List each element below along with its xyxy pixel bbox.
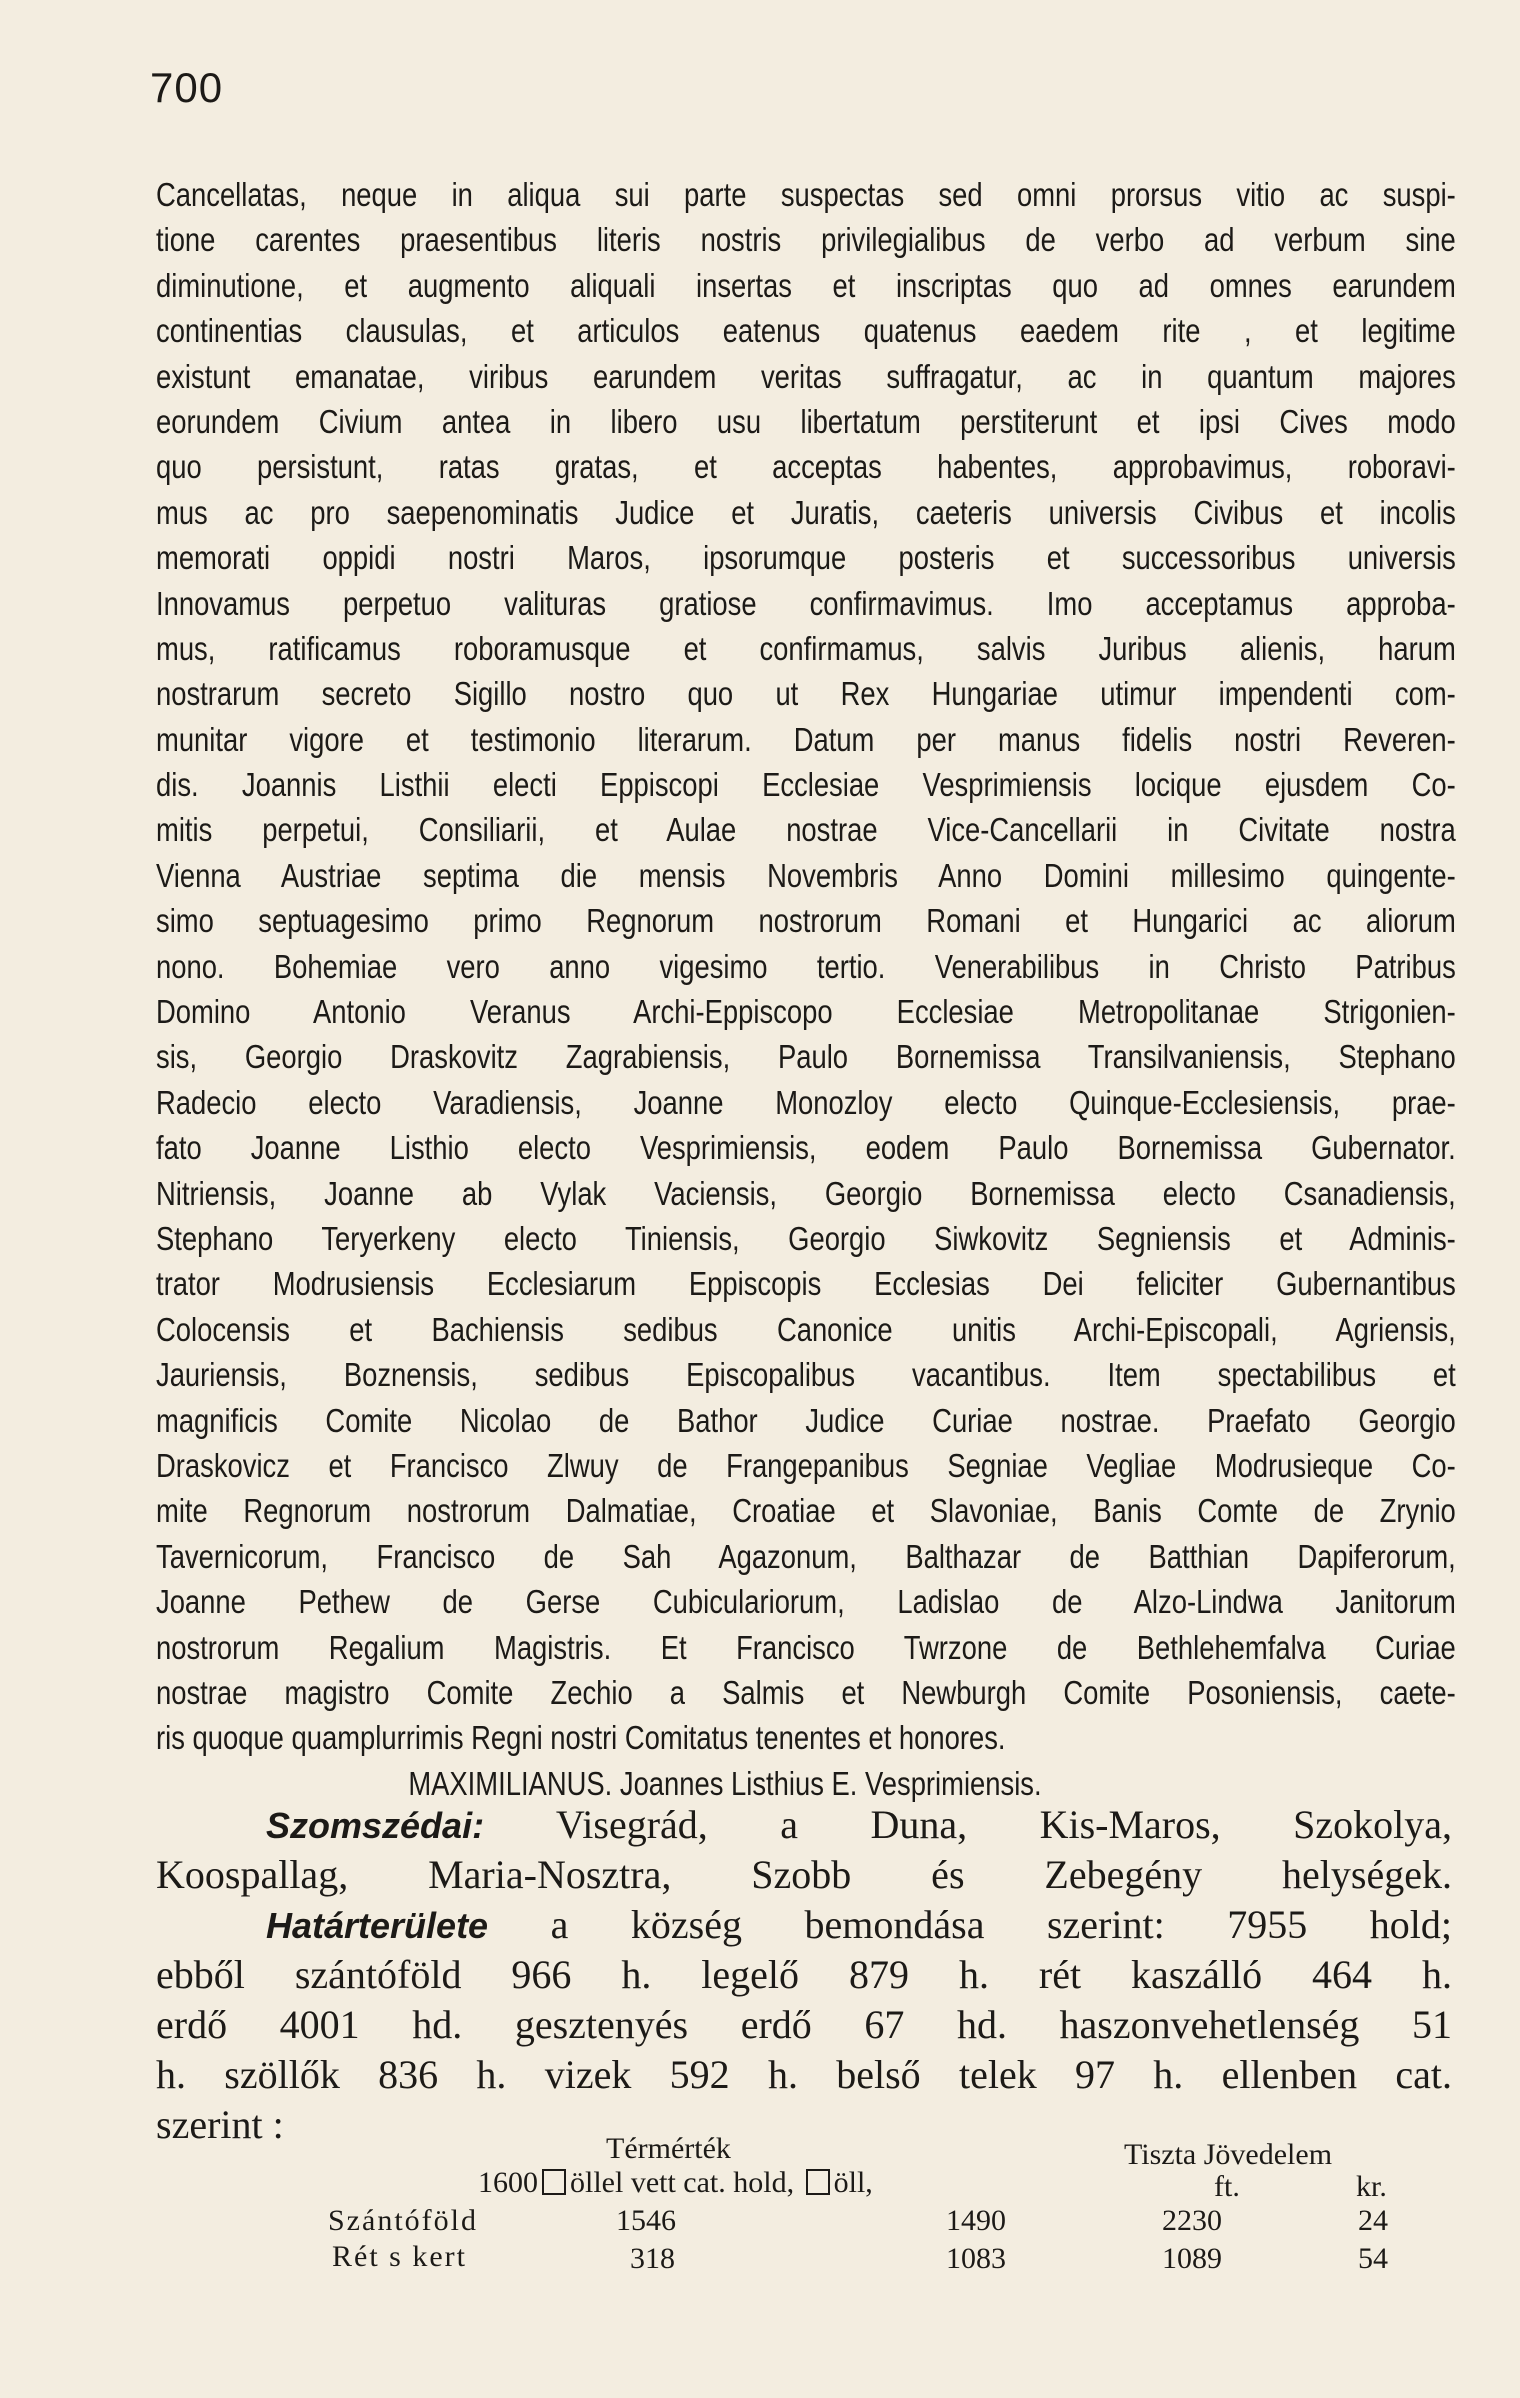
text-line: nostrarum secreto Sigillo nostro quo ut Rex Hungariae utimur impendenti com- — [156, 675, 1456, 713]
text-line: eorundem Civium antea in libero usu libertatum perstiterunt et ipsi Cives modo — [156, 402, 1456, 440]
text-line: Stephano Teryerkeny electo Tiniensis, Georgio Siwkovitz Segniensis et Adminis- — [156, 1219, 1456, 1257]
row-name: Szántóföld — [328, 2204, 478, 2237]
text-line: simo septuagesimo primo Regnorum nostrorum Romani et Hungarici ac aliorum — [156, 902, 1456, 940]
territory-line-3: erdő 4001 hd. gesztenyés erdő 67 hd. haszonvehetlenség 51 — [156, 2002, 1452, 2047]
territory-line-4: h. szöllők 836 h. vizek 592 h. belső telek 97 h. ellenben cat. — [156, 2052, 1452, 2097]
charter-text — [156, 172, 1456, 1806]
text-line: munitar vigore et testimonio literarum. Datum per manus fidelis nostri Reveren- — [156, 720, 1456, 758]
cell-hold: 318 — [630, 2242, 675, 2275]
text-line: ris quoque quamplurrimis Regni nostri Comitatus tenentes et honores. — [156, 1719, 1006, 1757]
text-line: Domino Antonio Veranus Archi-Eppiscopo Ecclesiae Metropolitanae Strigonien- — [156, 993, 1456, 1031]
cell-kr: 24 — [1358, 2204, 1388, 2237]
text-line: Cancellatas, neque in aliqua sui parte suspectas sed omni prorsus vitio ac suspi- — [156, 176, 1456, 213]
text-line: Jauriensis, Boznensis, sedibus Episcopalibus vacantibus. Item spectabilibus et — [156, 1356, 1456, 1394]
neighbors-text: Visegrád, a Duna, Kis-Maros, Szokolya, — [555, 1802, 1452, 1847]
text-line: nostrorum Regalium Magistris. Et Francisco Twrzone de Bethlehemfalva Curiae — [156, 1628, 1456, 1666]
text-line: memorati oppidi nostri Maros, ipsorumque posteris et successoribus universis — [156, 539, 1456, 577]
text-line: Joanne Pethew de Gerse Cubiculariorum, Ladislao de Alzo-Lindwa Janitorum — [156, 1583, 1456, 1621]
territory-line-5: szerint : — [156, 2102, 284, 2147]
territory-text: a község bemondása szerint: 7955 hold; — [550, 1902, 1452, 1947]
territory-line-2: ebből szántóföld 966 h. legelő 879 h. rét kaszálló 464 h. — [156, 1952, 1452, 1997]
text-line: existunt emanatae, viribus earundem veritas suffragatur, ac in quantum majores — [156, 357, 1456, 395]
text-line: nostrae magistro Comite Zechio a Salmis et Newburgh Comite Posoniensis, caete- — [156, 1673, 1456, 1711]
village-description — [156, 1800, 1452, 2150]
cell-ft: 2230 — [1162, 2204, 1222, 2237]
cell-oll: 1083 — [946, 2242, 1006, 2275]
column-header-tiszta-jovedelem: Tiszta Jövedelem — [1124, 2138, 1333, 2171]
square-icon — [806, 2169, 830, 2195]
text-line: mus, ratificamus roboramusque et confirmamus, salvis Juribus alienis, harum — [156, 629, 1456, 667]
unit-text-hold: öllel vett cat. hold, — [570, 2166, 795, 2199]
text-line: continentias clausulas, et articulos eatenus quatenus eaedem rite , et legitime — [156, 312, 1456, 350]
text-line: Nitriensis, Joanne ab Vylak Vaciensis, Georgio Bornemissa electo Csanadiensis, — [156, 1174, 1456, 1212]
text-line: nono. Bohemiae vero anno vigesimo tertio. Venerabilibus in Christo Patribus — [156, 947, 1456, 985]
unit-ft: ft. — [1214, 2170, 1240, 2203]
text-line: Draskovicz et Francisco Zlwuy de Frangepanibus Segniae Vegliae Modrusieque Co- — [156, 1446, 1456, 1484]
text-line: trator Modrusiensis Ecclesiarum Eppiscopis Ecclesias Dei feliciter Gubernantibus — [156, 1265, 1456, 1303]
text-line: Colocensis et Bachiensis sedibus Canonice unitis Archi-Episcopali, Agriensis, — [156, 1310, 1456, 1348]
neighbors-label: Szomszédai: — [266, 1805, 485, 1846]
text-line: mitis perpetui, Consiliarii, et Aulae nostrae Vice-Cancellarii in Civitate nostra — [156, 811, 1456, 849]
text-line: quo persistunt, ratas gratas, et acceptas habentes, approbavimus, roboravi- — [156, 448, 1456, 486]
page-number: 700 — [150, 64, 224, 111]
neighbors-line-2: Koospallag, Maria-Nosztra, Szobb és Zebegény helységek. — [156, 1852, 1452, 1897]
text-line: magnificis Comite Nicolao de Bathor Judice Curiae nostrae. Praefato Georgio — [156, 1401, 1456, 1439]
unit-text-oll: öll, — [833, 2166, 873, 2199]
neighbors-line — [156, 1800, 1452, 1850]
text-line: Tavernicorum, Francisco de Sah Agazonum, Balthazar de Batthian Dapiferorum, — [156, 1537, 1456, 1575]
text-line: tione carentes praesentibus literis nostris privilegialibus de verbo ad verbum sine — [156, 221, 1456, 259]
cell-oll: 1490 — [946, 2204, 1006, 2237]
text-line: mite Regnorum nostrorum Dalmatiae, Croatiae et Slavoniae, Banis Comte de Zrynio — [156, 1492, 1456, 1530]
cell-hold: 1546 — [616, 2204, 676, 2237]
text-line: dis. Joannis Listhii electi Eppiscopi Ecclesiae Vesprimiensis locique ejusdem Co- — [156, 766, 1456, 804]
territory-label: Határterülete — [266, 1905, 489, 1946]
text-line: fato Joanne Listhio electo Vesprimiensis, eodem Paulo Bornemissa Gubernator. — [156, 1129, 1456, 1167]
column-header-termertek: Térmérték — [606, 2132, 731, 2165]
yield-table — [156, 2118, 1456, 2298]
text-line: Radecio electo Varadiensis, Joanne Monozloy electo Quinque-Ecclesiensis, prae- — [156, 1083, 1456, 1121]
signature-line: MAXIMILIANUS. Joannes Listhius E. Vesprimiensis. — [408, 1764, 1042, 1802]
unit-row — [478, 2166, 873, 2200]
territory-line — [156, 1900, 1452, 1950]
unit-kr: kr. — [1356, 2170, 1387, 2203]
text-line: Vienna Austriae septima die mensis Novembris Anno Domini millesimo quingente- — [156, 856, 1456, 894]
row-name: Rét s kert — [332, 2240, 467, 2273]
text-line: Innovamus perpetuo valituras gratiose confirmavimus. Imo acceptamus approba- — [156, 584, 1456, 622]
cell-ft: 1089 — [1162, 2242, 1222, 2275]
text-line: diminutione, et augmento aliquali insertas et inscriptas quo ad omnes earundem — [156, 266, 1456, 304]
text-line: sis, Georgio Draskovitz Zagrabiensis, Paulo Bornemissa Transilvaniensis, Stephano — [156, 1038, 1456, 1076]
square-icon — [542, 2169, 566, 2195]
text-line: mus ac pro saepenominatis Judice et Juratis, caeteris universis Civibus et incolis — [156, 493, 1456, 531]
unit-prefix: 1600 — [478, 2166, 538, 2199]
cell-kr: 54 — [1358, 2242, 1388, 2275]
